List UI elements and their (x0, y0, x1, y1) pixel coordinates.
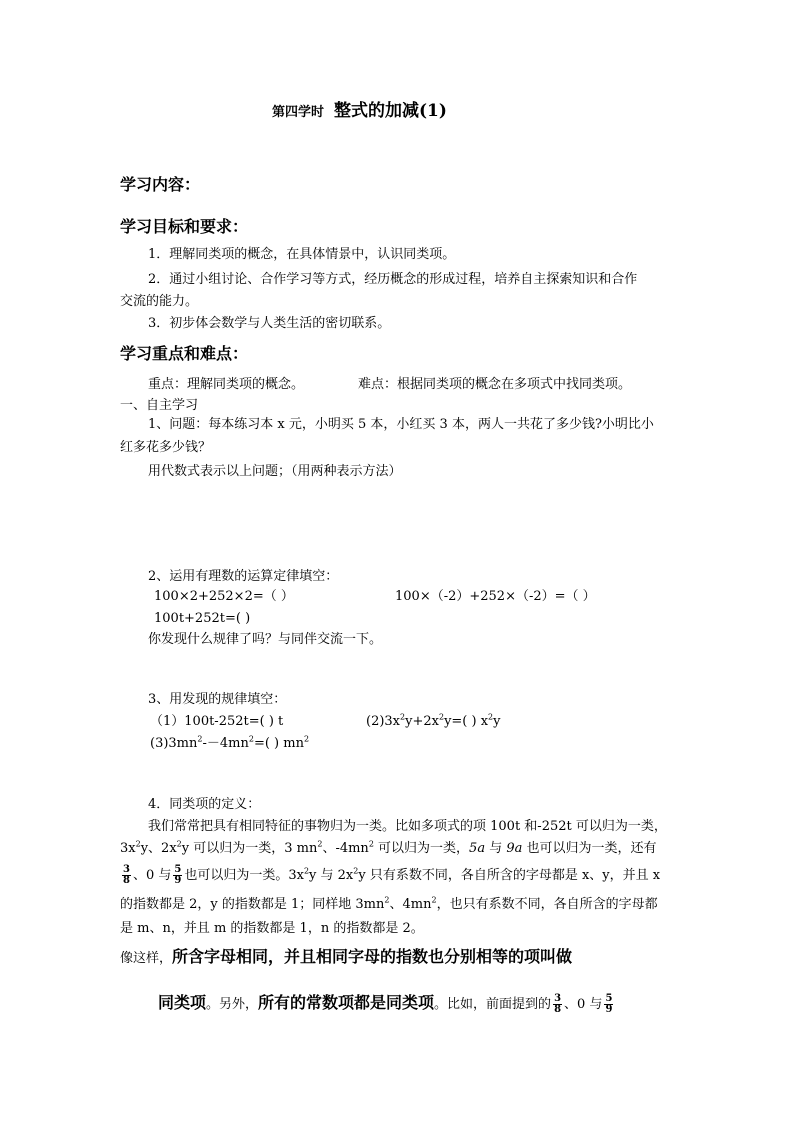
question-3-blank-2: $(2)3x^2y+2x^2y=$( ) $x^2y$ (366, 712, 501, 729)
heading-goals: 学习目标和要求： (120, 217, 249, 236)
goal-item: 1．理解同类项的概念，在具体情景中，认识同类项。 (148, 247, 456, 262)
key-point: 重点：理解同类项的概念。 (148, 377, 305, 392)
goal-item: 3．初步体会数学与人类生活的密切联系。 (148, 316, 391, 331)
lesson-number: 第四学时 (272, 105, 325, 120)
question-2-blank-b: 100×（-2）+252×（-2）=（ ） (395, 589, 596, 604)
definition-paragraph: 我们常常把具有相同特征的事物归为一类。比如多项式的项 100t 和-252t 可以归为一类， (148, 819, 667, 834)
question-3-blank-3: $(3)3mn^2--4mn^2=$( ) $mn^2$ (150, 734, 310, 751)
definition-paragraph: 是 m、n，并且 m 的指数都是 1，n 的指数都是 2。 (120, 921, 424, 936)
question-3-blank-1: （1）100t-252t=( ) t (150, 714, 284, 729)
definition-paragraph: 的指数都是 2，y 的指数都是 1；同样地 $3mn^2$、$4mn^2$，也只有系数不同，各自所含的字母都 (120, 895, 658, 912)
page-title (272, 102, 447, 122)
section-heading: 一、自主学习 (120, 398, 199, 413)
fraction-3-8: $\frac{3}{8}$ (554, 993, 562, 1015)
fraction-5-9: $\frac{5}{9}$ (174, 864, 182, 886)
fraction-5-9: $\frac{5}{9}$ (605, 993, 613, 1015)
question-1-line: 用代数式表示以上问题；（用两种表示方法） (148, 464, 402, 479)
heading-keypoints: 学习重点和难点： (120, 344, 249, 363)
definition-paragraph: $\frac{3}{8}$ 、0 与 $\frac{5}{9}$ 也可以归为一类。$3x^2y$ 与 $2x^2y$ 只有系数不同，各自所含的字母都是 x、y，并且 x (123, 864, 661, 886)
goal-item: 交流的能力。 (120, 294, 199, 309)
question-2-intro: 2、运用有理数的运算定律填空： (148, 569, 339, 584)
difficult-point: 难点：根据同类项的概念在多项式中找同类项。 (358, 377, 632, 392)
fraction-3-8: $\frac{3}{8}$ (123, 864, 130, 886)
question-1-line: 1、问题：每本练习本 x 元，小明买 5 本，小红买 3 本，两人一共花了多少钱?小明比小 (148, 417, 654, 432)
question-4-intro: 4．同类项的定义： (148, 797, 261, 812)
question-1-line: 红多花多少钱？ (120, 440, 212, 455)
question-2-prompt: 你发现什么规律了吗？与同伴交流一下。 (148, 632, 383, 647)
definition-statement: 像这样，所含字母相同，并且相同字母的指数也分别相等的项叫做 (120, 947, 573, 966)
question-2-blank-a: 100×2+252×2=（ ） (154, 589, 294, 604)
heading-content: 学习内容： (120, 175, 201, 194)
definition-statement: 同类项。另外，所有的常数项都是同类项。比如，前面提到的 $\frac{3}{8}$ 、0 与 $\frac{5}{9}$ (158, 993, 613, 1015)
question-3-intro: 3、用发现的规律填空： (148, 692, 287, 707)
question-2-blank-c: 100t+252t=( ) (154, 611, 251, 626)
lesson-topic: 整式的加减(1) (334, 101, 447, 121)
goal-item: 2．通过小组讨论、合作学习等方式，经历概念的形成过程，培养自主探索知识和合作 (148, 272, 638, 287)
definition-paragraph: $3x^2y$、$2x^2y$ 可以归为一类，3 $mn^2$、$-4mn^2$ 可以归为一类，5a 与 9a 也可以归为一类，还有 (120, 839, 657, 856)
